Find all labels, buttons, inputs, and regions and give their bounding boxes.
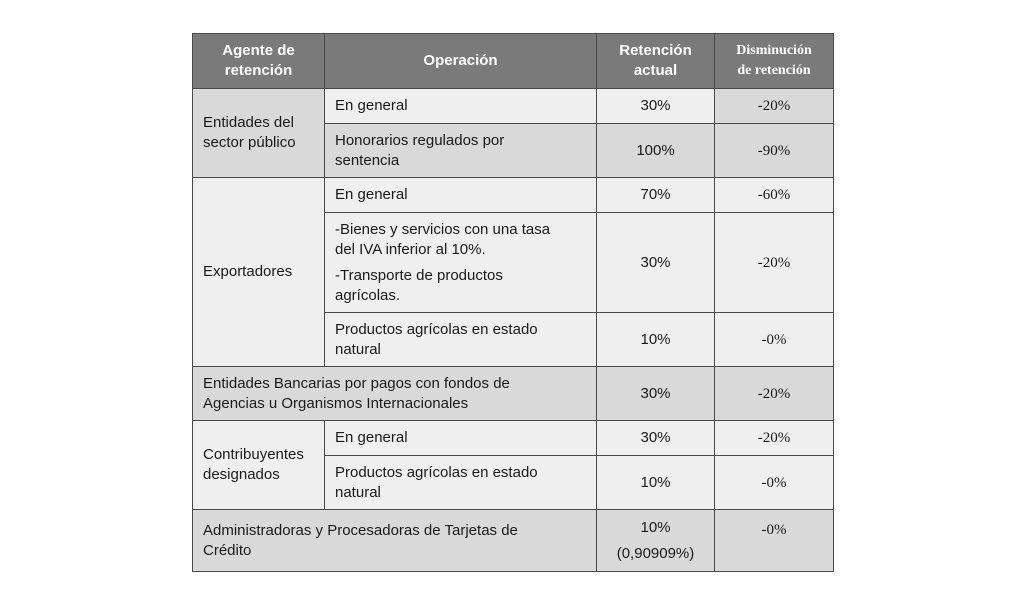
retention-decrease-cell: -0%	[715, 313, 834, 367]
table-row	[193, 178, 834, 213]
operation-cell: Productos agrícolas en estado natural	[325, 456, 597, 510]
operation-cell: Productos agrícolas en estado natural	[325, 313, 597, 367]
retention-decrease-cell: -20%	[715, 213, 834, 313]
operation-cell: En general	[325, 421, 597, 456]
current-retention-cell: 30%	[597, 89, 715, 124]
retention-table	[192, 33, 834, 572]
agent-cell-public: Entidades del sector público	[193, 89, 325, 178]
retention-decrease-cell: -0%	[715, 510, 834, 572]
header-current-retention: Retención actual	[597, 34, 715, 89]
agent-cell-exporters: Exportadores	[193, 178, 325, 367]
header-operation: Operación	[325, 34, 597, 89]
header-row	[193, 34, 834, 89]
operation-cell: En general	[325, 89, 597, 124]
agent-cell-banks: Entidades Bancarias por pagos con fondos de Agencias u Organismos Internacionales	[193, 367, 597, 421]
retention-decrease-cell: -90%	[715, 124, 834, 178]
retention-decrease-cell: -0%	[715, 456, 834, 510]
table-row	[193, 421, 834, 456]
operation-cell: -Bienes y servicios con una tasa del IVA inferior al 10%. -Transporte de productos agrícolas.	[325, 213, 597, 313]
current-retention-cell: 10%	[597, 313, 715, 367]
retention-decrease-cell: -20%	[715, 421, 834, 456]
table-row	[193, 510, 834, 572]
header-agent: Agente de retención	[193, 34, 325, 89]
table-row	[193, 89, 834, 124]
current-retention-cell: 70%	[597, 178, 715, 213]
current-retention-cell: 10%	[597, 456, 715, 510]
current-retention-cell: 30%	[597, 213, 715, 313]
current-retention-cell: 30%	[597, 367, 715, 421]
header-retention-decrease: Disminución de retención	[715, 34, 834, 89]
agent-cell-card-processors: Administradoras y Procesadoras de Tarjetas de Crédito	[193, 510, 597, 572]
current-retention-cell: 100%	[597, 124, 715, 178]
retention-decrease-cell: -20%	[715, 367, 834, 421]
operation-cell: Honorarios regulados por sentencia	[325, 124, 597, 178]
retention-decrease-cell: -20%	[715, 89, 834, 124]
operation-cell: En general	[325, 178, 597, 213]
current-retention-cell: 10% (0,90909%)	[597, 510, 715, 572]
agent-cell-designated: Contribuyentes designados	[193, 421, 325, 510]
retention-decrease-cell: -60%	[715, 178, 834, 213]
table-row	[193, 367, 834, 421]
current-retention-cell: 30%	[597, 421, 715, 456]
